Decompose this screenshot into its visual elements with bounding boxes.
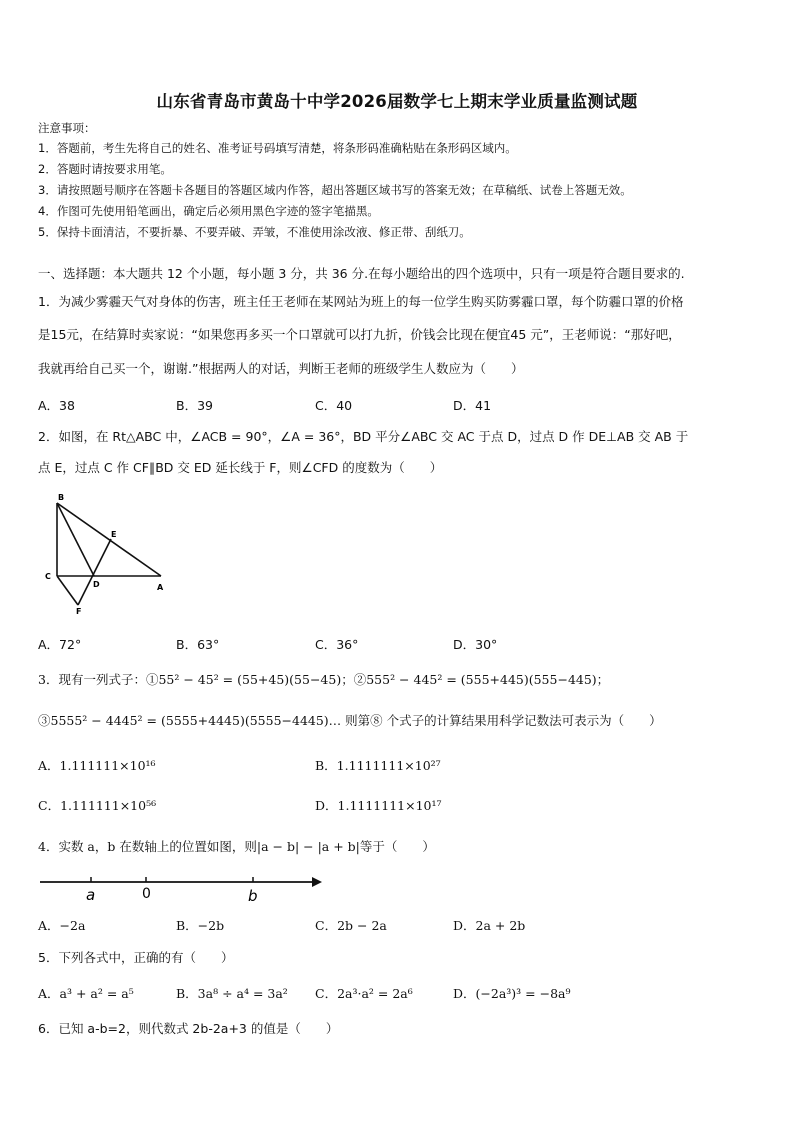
notice-item-2: 2．答题时请按要求用笔。 <box>38 162 172 176</box>
fig-label-a: A <box>157 583 164 592</box>
q4-option-d: D．2a + 2b <box>453 918 526 933</box>
q2-option-b: B．63° <box>176 637 220 652</box>
q2-triangle-figure <box>40 492 175 617</box>
q1-line-3: 我就再给自己买一个，谢谢.”根据两人的对话，判断王老师的班级学生人数应为（ ） <box>38 361 524 376</box>
q4-line-1: 4．实数 a，b 在数轴上的位置如图，则|a − b| − |a + b|等于（ ） <box>38 839 435 854</box>
q1-option-d: D．41 <box>453 398 492 413</box>
q3-option-c: C．1.111111×10⁵⁶ <box>38 798 157 813</box>
q4-number-line <box>38 860 328 904</box>
axis-label-a: a <box>86 886 96 904</box>
fig-label-b: B <box>58 493 65 502</box>
notice-item-3: 3．请按照题号顺序在答题卡各题目的答题区域内作答，超出答题区域书写的答案无效；在草稿纸、试卷上答题无效。 <box>38 183 632 197</box>
q3-line-2: ③5555² − 4445² = (5555+4445)(5555−4445)… 则第⑧ 个式子的计算结果用科学记数法可表示为（ ） <box>38 713 662 728</box>
fig-label-e: E <box>111 530 117 539</box>
q4-option-c: C．2b − 2a <box>315 918 387 933</box>
q3-option-a: A．1.111111×10¹⁶ <box>38 758 156 773</box>
axis-label-zero: 0 <box>142 886 151 902</box>
q3-line-1: 3．现有一列式子：①55² − 45² = (55+45)(55−45)；②555² − 445² = (555+445)(555−445)； <box>38 672 610 687</box>
q5-option-a: A．a³ + a² = a⁵ <box>38 986 134 1001</box>
q1-line-1: 1．为减少雾霾天气对身体的伤害，班主任王老师在某网站为班上的每一位学生购买防雾霾口罩，每个防霾口罩的价格 <box>38 294 684 309</box>
q1-line-2: 是15元，在结算时卖家说：“如果您再多买一个口罩就可以打九折，价钱会比现在便宜45 元”，王老师说：“那好吧， <box>38 327 681 342</box>
notice-item-5: 5．保持卡面清洁，不要折暴、不要弄破、弄皱，不准使用涂改液、修正带、刮纸刀。 <box>38 225 471 239</box>
q5-option-b: B．3a⁸ ÷ a⁴ = 3a² <box>176 986 288 1001</box>
q3-option-b: B．1.1111111×10²⁷ <box>315 758 441 773</box>
notice-item-1: 1．答题前，考生先将自己的姓名、准考证号码填写清楚，将条形码准确粘贴在条形码区域内。 <box>38 141 517 155</box>
q2-option-c: C．36° <box>315 637 359 652</box>
q5-line-1: 5．下列各式中，正确的有（ ） <box>38 950 234 965</box>
q2-line-1: 2．如图，在 Rt△ABC 中，∠ACB = 90°，∠A = 36°，BD 平分∠ABC 交 AC 于点 D，过点 D 作 DE⊥AB 交 AB 于 <box>38 429 689 444</box>
q1-option-c: C．40 <box>315 398 353 413</box>
q1-option-b: B．39 <box>176 398 213 413</box>
q1-option-a: A．38 <box>38 398 75 413</box>
section-heading: 一、选择题：本大题共 12 个小题，每小题 3 分，共 36 分.在每小题给出的四个选项中，只有一项是符合题目要求的. <box>38 266 685 281</box>
notice-item-4: 4．作图可先使用铅笔画出，确定后必须用黑色字迹的签字笔描黑。 <box>38 204 379 218</box>
q2-option-a: A．72° <box>38 637 82 652</box>
q2-line-2: 点 E，过点 C 作 CF∥BD 交 ED 延长线于 F，则∠CFD 的度数为（ ） <box>38 460 443 475</box>
axis-label-b: b <box>248 887 258 904</box>
q5-option-d: D．(−2a³)³ = −8a⁹ <box>453 986 571 1001</box>
q6-line-1: 6．已知 a-b=2，则代数式 2b-2a+3 的值是（ ） <box>38 1021 339 1036</box>
q3-option-d: D．1.1111111×10¹⁷ <box>315 798 442 813</box>
fig-label-c: C <box>45 572 51 581</box>
notice-heading: 注意事项： <box>38 121 96 135</box>
q2-option-d: D．30° <box>453 637 498 652</box>
q4-option-a: A．−2a <box>38 918 86 933</box>
fig-label-f: F <box>76 607 82 616</box>
fig-label-d: D <box>93 580 100 589</box>
q5-option-c: C．2a³·a² = 2a⁶ <box>315 986 413 1001</box>
page-title: 山东省青岛市黄岛十中学2026届数学七上期末学业质量监测试题 <box>156 92 638 111</box>
q4-option-b: B．−2b <box>176 918 225 933</box>
